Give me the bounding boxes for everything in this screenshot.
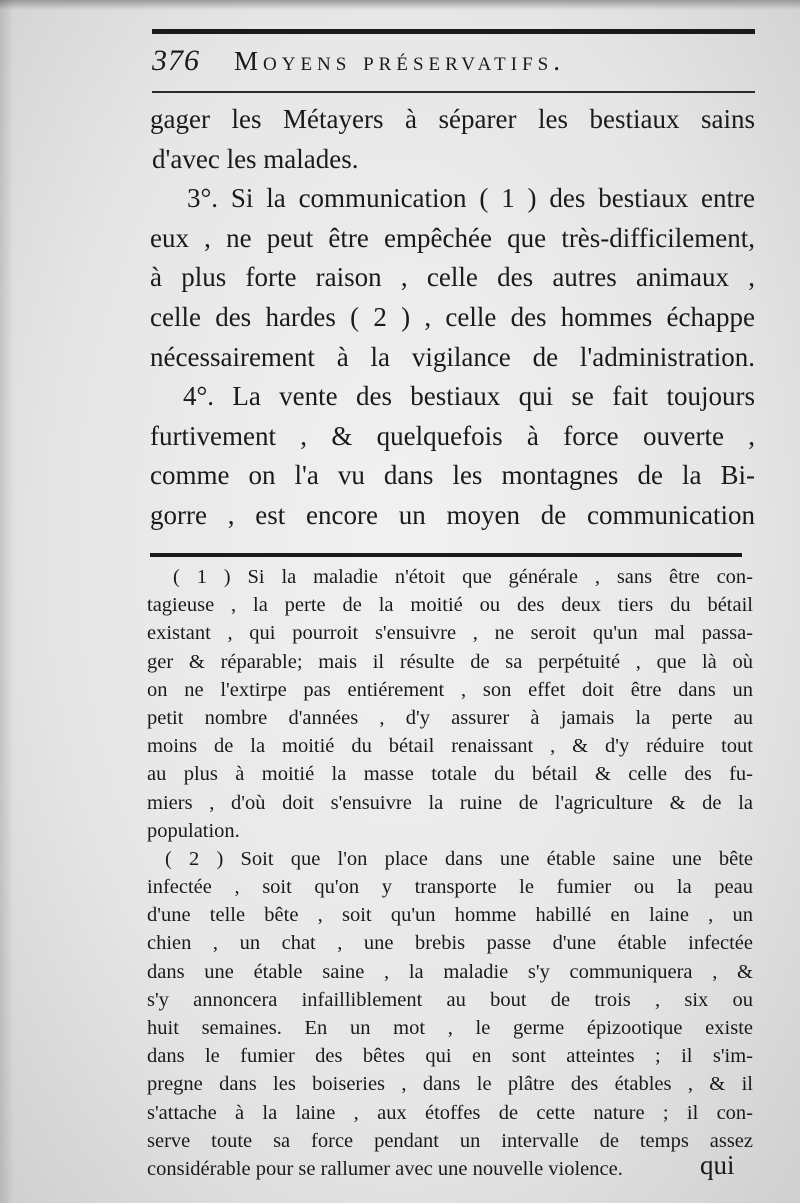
footnote-line: moins de la moitié du bétail renaissant , & d'y réduire tout xyxy=(147,735,753,758)
footnote-line: au plus à moitié la masse totale du bétail & celle des fu- xyxy=(147,763,753,786)
text-line: eux , ne peut être empêchée que très-difficilement, xyxy=(150,222,755,253)
text-line: à plus forte raison , celle des autres animaux , xyxy=(150,262,755,293)
footnote-line: on ne l'extirpe pas entiérement , son effet doit être dans un xyxy=(147,678,753,701)
text-line: gager les Métayers à séparer les bestiaux sains xyxy=(150,104,755,134)
text-line: comme on l'a vu dans les montagnes de la Bi- xyxy=(150,460,755,491)
page-gutter-shadow xyxy=(0,0,14,1203)
footnote-line: s'y annoncera infailliblement au bout de trois , six ou xyxy=(147,988,753,1011)
footnote-line: infectée , soit qu'on y transporte le fumier ou la peau xyxy=(147,876,753,899)
footnote-line: population. xyxy=(147,819,240,842)
text-line: d'avec les malades. xyxy=(152,143,359,174)
text-line: 3°. Si la communication ( 1 ) des bestiaux entre xyxy=(187,183,755,214)
text-line: furtivement , & quelquefois à force ouverte , xyxy=(150,420,755,451)
text-line: 4°. La vente des bestiaux qui se fait toujours xyxy=(183,381,755,412)
footnote-line: existant , qui pourroit s'ensuivre , ne seroit qu'un mal passa- xyxy=(147,622,753,645)
footnote-line: dans une étable saine , la maladie s'y communiquera , & xyxy=(147,960,753,983)
page-top-shadow xyxy=(0,0,800,10)
catchword: qui xyxy=(700,1150,735,1180)
text-line: celle des hardes ( 2 ) , celle des hommes échappe xyxy=(150,301,755,332)
footnote-line: serve toute sa force pendant un intervalle de temps assez xyxy=(147,1129,753,1152)
footnote-line: dans le fumier des bêtes qui en sont atteintes ; il s'im- xyxy=(147,1045,753,1068)
footnote-rule xyxy=(150,553,742,557)
main-text xyxy=(150,100,755,536)
footnote-line: petit nombre d'années , d'y assurer à jamais la perte au xyxy=(147,706,753,729)
running-head: Moyens préservatifs. xyxy=(234,46,565,76)
footnote-line: pregne dans les boiseries , dans le plâtre des étables , & il xyxy=(147,1073,753,1096)
footnote-line: ( 1 ) Si la maladie n'étoit que générale , sans être con- xyxy=(173,566,753,588)
text-line: gorre , est encore un moyen de communication xyxy=(150,499,755,530)
header-rule xyxy=(152,91,755,93)
text-line: nécessairement à la vigilance de l'administration. xyxy=(150,341,755,372)
page-number: 376 xyxy=(152,44,200,77)
footnote-line: considérable pour se rallumer avec une nouvelle violence. xyxy=(147,1157,623,1180)
top-rule xyxy=(152,29,755,34)
footnote-line: miers , d'où doit s'ensuivre la ruine de l'agriculture & de la xyxy=(147,791,753,814)
footnote-line: d'une telle bête , soit qu'un homme habillé en laine , un xyxy=(147,904,753,927)
footnote-line: tagieuse , la perte de la moitié ou des deux tiers du bétail xyxy=(147,594,753,617)
footnote-line: ger & réparable; mais il résulte de sa perpétuité , que là où xyxy=(147,650,753,673)
footnote-line: huit semaines. En un mot , le germe épizootique existe xyxy=(147,1017,753,1039)
page-header xyxy=(152,40,755,88)
footnote-line: ( 2 ) Soit que l'on place dans une étable saine une bête xyxy=(165,847,753,870)
footnotes xyxy=(147,563,753,1183)
footnote-line: chien , un chat , une brebis passe d'une étable infectée xyxy=(147,932,753,955)
footnote-line: s'attache à la laine , aux étoffes de cette nature ; il con- xyxy=(147,1101,753,1124)
